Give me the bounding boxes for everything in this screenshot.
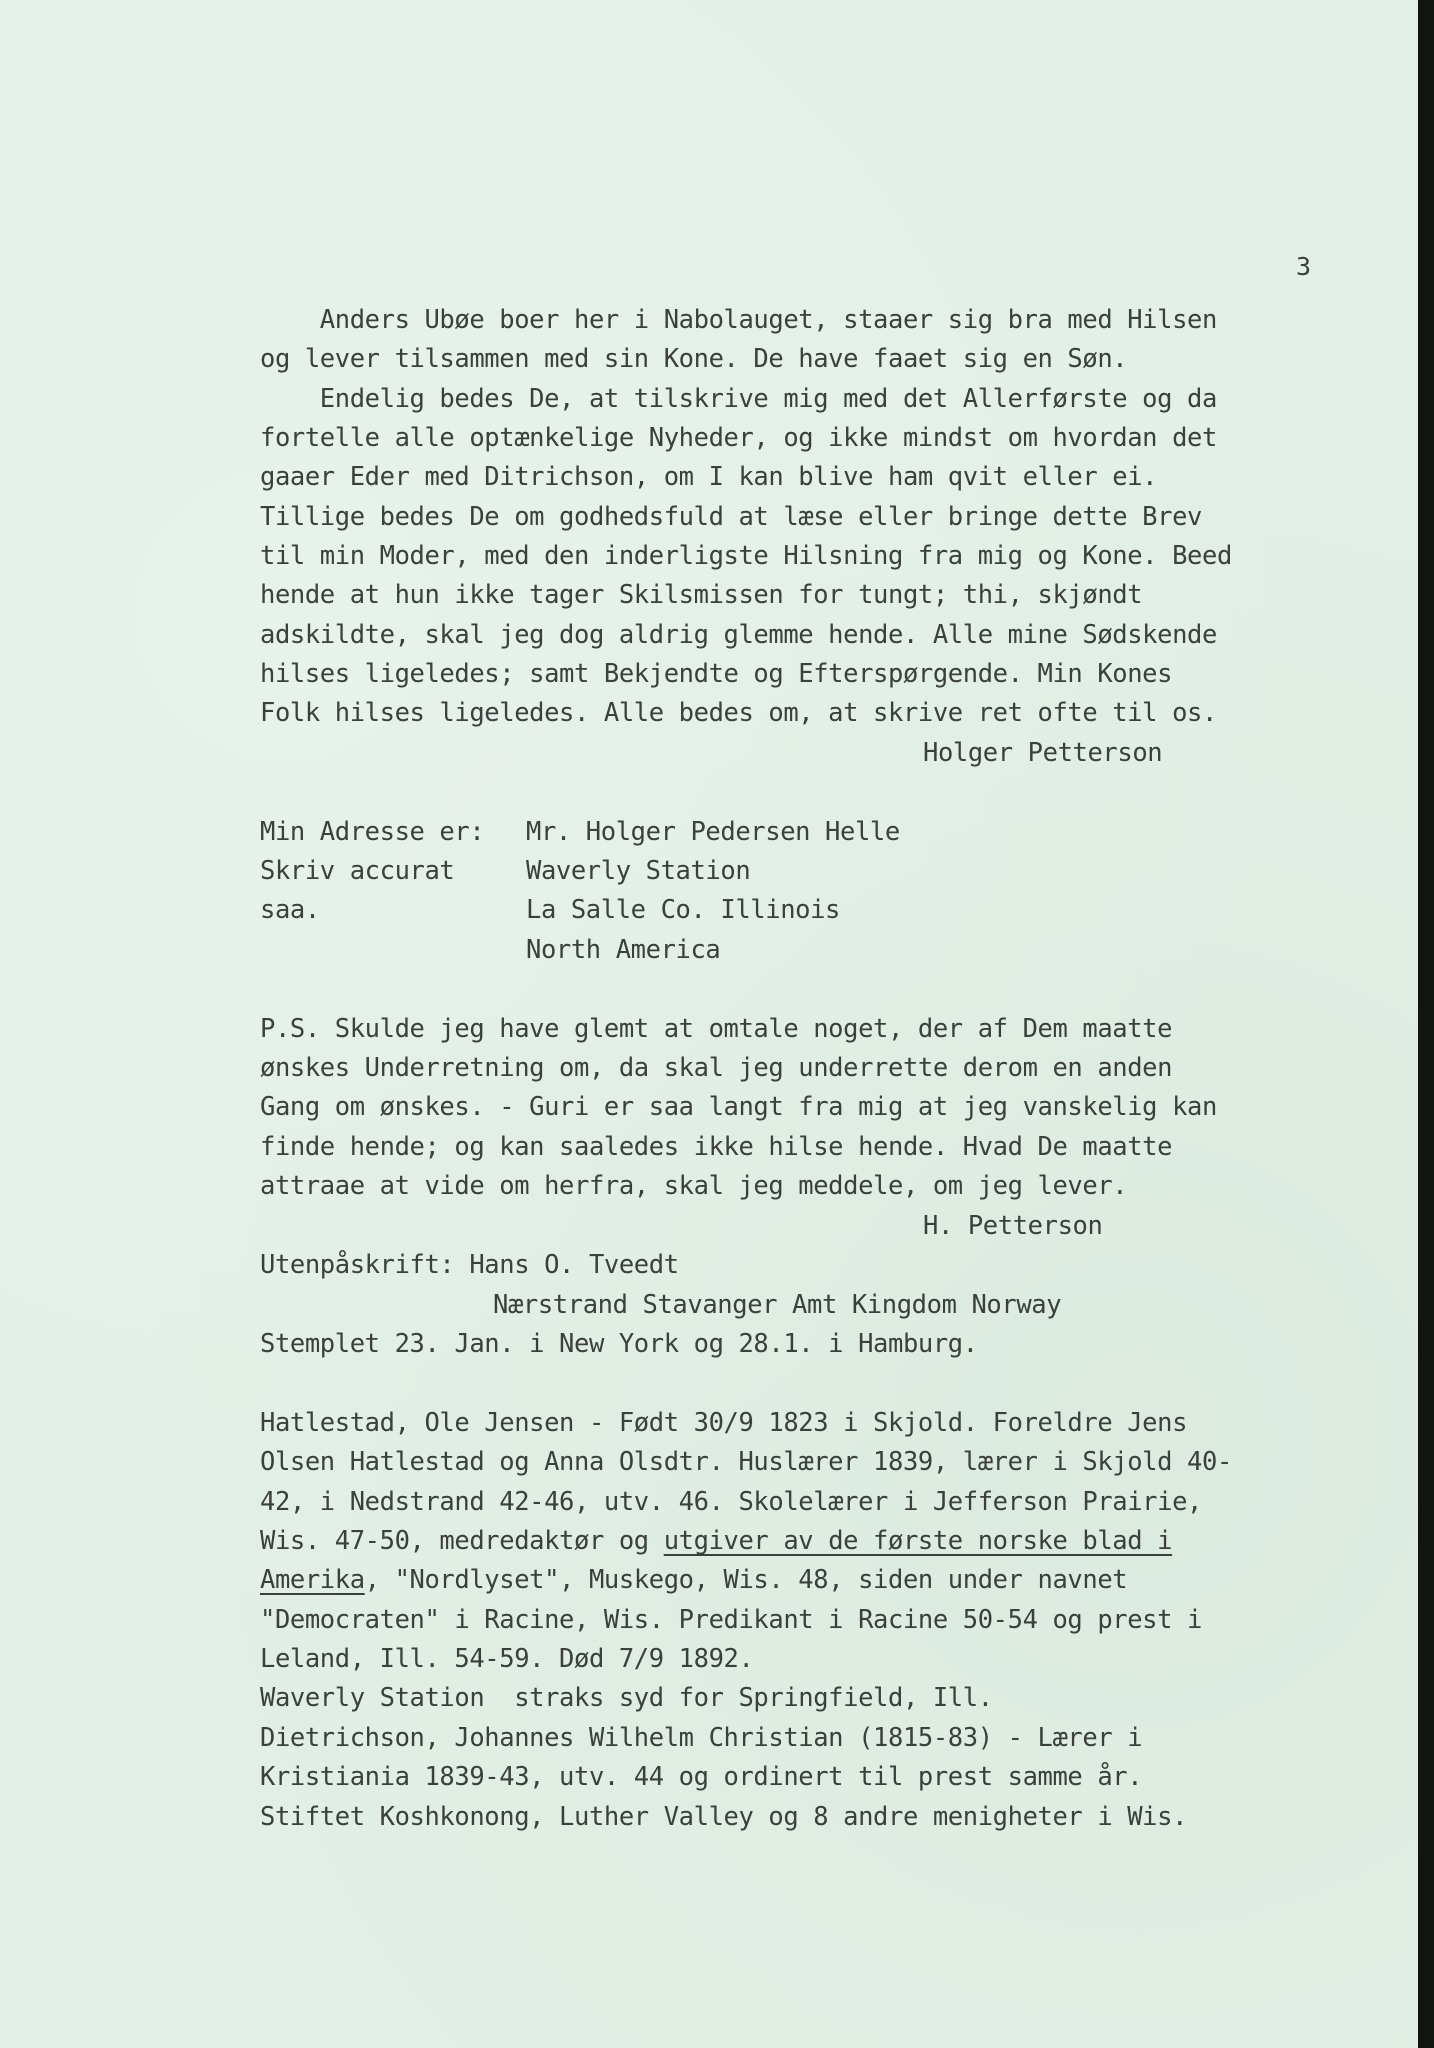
scan-edge xyxy=(1418,0,1434,2048)
address-label: Min Adresse er: xyxy=(260,817,485,847)
ps-line: P.S. Skulde jeg have glemt at omtale noget, der af Dem maatte xyxy=(260,1014,1173,1044)
letter-line: Folk hilses ligeledes. Alle bedes om, at skrive ret ofte til os. xyxy=(260,698,1217,728)
envelope-line: Nærstrand Stavanger Amt Kingdom Norway xyxy=(493,1290,1062,1320)
letter-line: fortelle alle optænkelige Nyheder, og ikke mindst om hvordan det xyxy=(260,423,1217,453)
ps-signature: H. Petterson xyxy=(923,1211,1103,1241)
address-line: Mr. Holger Pedersen Helle xyxy=(526,817,900,847)
letter-line: til min Moder, med den inderligste Hilsning fra mig og Kone. Beed xyxy=(260,541,1232,571)
letter-signature: Holger Petterson xyxy=(923,738,1163,768)
letter-line: gaaer Eder med Ditrichson, om I kan blive ham qvit eller ei. xyxy=(260,462,1158,492)
address-line: Waverly Station xyxy=(526,856,751,886)
address-label: saa. xyxy=(260,895,320,925)
ps-line: attraae at vide om herfra, skal jeg meddele, om jeg lever. xyxy=(260,1171,1128,1201)
note-line: Kristiania 1839-43, utv. 44 og ordinert til prest samme år. xyxy=(260,1762,1143,1792)
note-line: 42, i Nedstrand 42-46, utv. 46. Skolelærer i Jefferson Prairie, xyxy=(260,1487,1202,1517)
address-line: North America xyxy=(526,935,721,965)
note-line: Waverly Station straks syd for Springfield, Ill. xyxy=(260,1683,993,1713)
letter-line: Anders Ubøe boer her i Nabolauget, staaer sig bra med Hilsen xyxy=(260,305,1217,335)
envelope-line: Stemplet 23. Jan. i New York og 28.1. i Hamburg. xyxy=(260,1329,978,1359)
note-line: Olsen Hatlestad og Anna Olsdtr. Huslærer 1839, lærer i Skjold 40- xyxy=(260,1447,1232,1477)
note-line xyxy=(260,1563,1127,1597)
ps-line: Gang om ønskes. - Guri er saa langt fra mig at jeg vanskelig kan xyxy=(260,1092,1217,1122)
note-line: Stiftet Koshkonong, Luther Valley og 8 andre menigheter i Wis. xyxy=(260,1802,1188,1832)
note-line: "Democraten" i Racine, Wis. Predikant i Racine 50-54 og prest i xyxy=(260,1605,1202,1635)
underlined-text: Amerika xyxy=(260,1565,365,1595)
ps-line: finde hende; og kan saaledes ikke hilse hende. Hvad De maatte xyxy=(260,1132,1173,1162)
letter-line: hilses ligeledes; samt Bekjendte og Efterspørgende. Min Kones xyxy=(260,659,1173,689)
ps-line: ønskes Underretning om, da skal jeg underrette derom en anden xyxy=(260,1053,1173,1083)
letter-line: Tillige bedes De om godhedsfuld at læse eller bringe dette Brev xyxy=(260,502,1202,532)
note-text: Wis. 47-50, medredaktør og xyxy=(260,1526,664,1556)
letter-line: hende at hun ikke tager Skilsmissen for tungt; thi, skjøndt xyxy=(260,580,1143,610)
envelope-line: Utenpåskrift: Hans O. Tveedt xyxy=(260,1250,679,1280)
note-line: Leland, Ill. 54-59. Død 7/9 1892. xyxy=(260,1644,754,1674)
letter-line: adskildte, skal jeg dog aldrig glemme hende. Alle mine Sødskende xyxy=(260,620,1217,650)
note-line: Dietrichson, Johannes Wilhelm Christian (1815-83) - Lærer i xyxy=(260,1723,1143,1753)
note-line xyxy=(260,1524,1172,1558)
note-line: Hatlestad, Ole Jensen - Født 30/9 1823 i Skjold. Foreldre Jens xyxy=(260,1408,1188,1438)
address-label: Skriv accurat xyxy=(260,856,455,886)
letter-line: Endelig bedes De, at tilskrive mig med det Allerførste og da xyxy=(260,384,1217,414)
underlined-text: utgiver av de første norske blad i xyxy=(663,1526,1173,1556)
letter-line: og lever tilsammen med sin Kone. De have faaet sig en Søn. xyxy=(260,344,1128,374)
address-line: La Salle Co. Illinois xyxy=(526,895,840,925)
page-number: 3 xyxy=(1296,252,1312,281)
note-text: , "Nordlyset", Muskego, Wis. 48, siden under navnet xyxy=(364,1565,1128,1595)
